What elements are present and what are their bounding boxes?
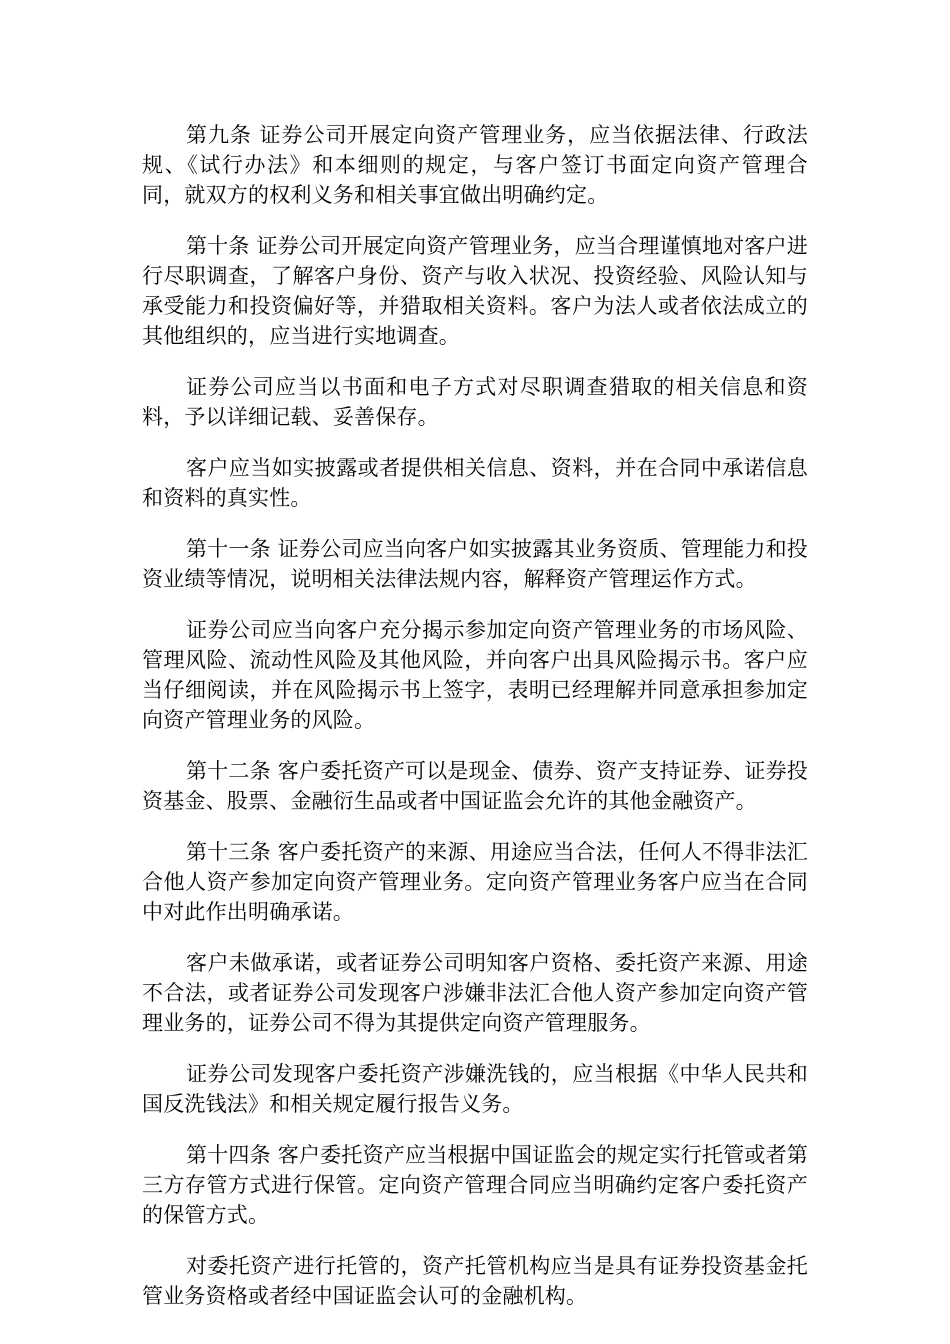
paragraph-risk-disclosure: 证券公司应当向客户充分揭示参加定向资产管理业务的市场风险、管理风险、流动性风险及其他风险，并向客户出具风险揭示书。客户应当仔细阅读，并在风险揭示书上签字，表明已经理解并同意承担参加定向资产管理业务的风险。: [142, 618, 808, 732]
paragraph-article-11: 第十一条 证券公司应当向客户如实披露其业务资质、管理能力和投资业绩等情况，说明相关法律法规内容，解释资产管理运作方式。: [142, 537, 808, 591]
paragraph-client-disclosure: 客户应当如实披露或者提供相关信息、资料，并在合同中承诺信息和资料的真实性。: [142, 456, 808, 510]
document-body: [142, 120, 808, 1332]
paragraph-no-commitment: 客户未做承诺，或者证券公司明知客户资格、委托资产来源、用途不合法，或者证券公司发现客户涉嫌非法汇合他人资产参加定向资产管理业务的，证券公司不得为其提供定向资产管理服务。: [142, 951, 808, 1035]
paragraph-custodian: 对委托资产进行托管的，资产托管机构应当是具有证券投资基金托管业务资格或者经中国证监会认可的金融机构。: [142, 1254, 808, 1308]
paragraph-due-diligence-records: 证券公司应当以书面和电子方式对尽职调查猎取的相关信息和资料，予以详细记载、妥善保存。: [142, 375, 808, 429]
paragraph-article-14: 第十四条 客户委托资产应当根据中国证监会的规定实行托管或者第三方存管方式进行保管。定向资产管理合同应当明确约定客户委托资产的保管方式。: [142, 1143, 808, 1227]
paragraph-article-10: 第十条 证券公司开展定向资产管理业务，应当合理谨慎地对客户进行尽职调查，了解客户身份、资产与收入状况、投资经验、风险认知与承受能力和投资偏好等，并猎取相关资料。客户为法人或者依法成立的其他组织的，应当进行实地调查。: [142, 234, 808, 348]
paragraph-article-13: 第十三条 客户委托资产的来源、用途应当合法，任何人不得非法汇合他人资产参加定向资产管理业务。定向资产管理业务客户应当在合同中对此作出明确承诺。: [142, 840, 808, 924]
paragraph-article-12: 第十二条 客户委托资产可以是现金、债券、资产支持证券、证券投资基金、股票、金融衍生品或者中国证监会允许的其他金融资产。: [142, 759, 808, 813]
paragraph-anti-money-laundering: 证券公司发现客户委托资产涉嫌洗钱的，应当根据《中华人民共和国反洗钱法》和相关规定履行报告义务。: [142, 1062, 808, 1116]
paragraph-article-9: 第九条 证券公司开展定向资产管理业务，应当依据法律、行政法规、《试行办法》和本细则的规定，与客户签订书面定向资产管理合同，就双方的权利义务和相关事宜做出明确约定。: [142, 123, 808, 207]
